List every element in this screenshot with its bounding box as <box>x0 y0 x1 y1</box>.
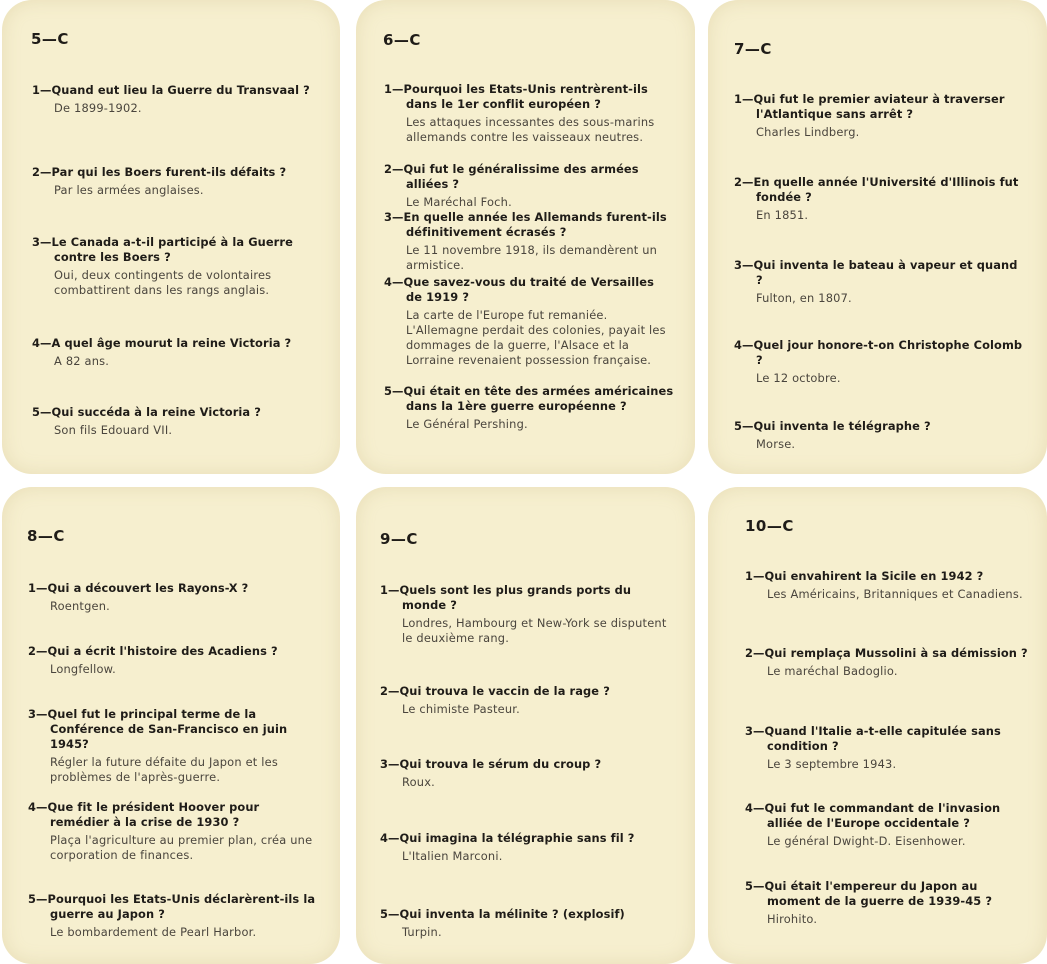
card-5c <box>2 0 340 474</box>
answer: Turpin. <box>402 925 442 939</box>
question: 5—Qui était l'empereur du Japon au moment de la guerre de 1939-45 ? <box>745 879 993 908</box>
qa-item <box>28 644 316 677</box>
answer: Le 12 octobre. <box>756 371 841 385</box>
question: 2—Par qui les Boers furent-ils défaits ? <box>32 165 287 179</box>
question: 5—Pourquoi les Etats-Unis déclarèrent-ils la guerre au Japon ? <box>28 892 316 921</box>
card-title: 6—C <box>383 31 421 49</box>
answer: Hirohito. <box>767 912 818 926</box>
qa-item <box>28 707 316 785</box>
qa-item <box>380 757 670 790</box>
question: 3—En quelle année les Allemands furent-ils définitivement écrasés ? <box>384 210 667 239</box>
qa-item <box>384 275 674 368</box>
question: 5—Qui succéda à la reine Victoria ? <box>32 405 261 419</box>
question: 4—A quel âge mourut la reine Victoria ? <box>32 336 292 350</box>
question: 1—Quand eut lieu la Guerre du Transvaal ? <box>32 83 310 97</box>
qa-item <box>745 801 1029 849</box>
question: 3—Quand l'Italie a-t-elle capitulée sans condition ? <box>745 724 1001 753</box>
answer: Le bombardement de Pearl Harbor. <box>50 925 257 939</box>
question: 4—Qui fut le commandant de l'invasion alliée de l'Europe occidentale ? <box>745 801 1001 830</box>
answer: Charles Lindberg. <box>756 125 860 139</box>
question: 4—Que fit le président Hoover pour remédier à la crise de 1930 ? <box>28 800 260 829</box>
qa-item <box>32 235 320 298</box>
question: 2—Qui remplaça Mussolini à sa démission ? <box>745 646 1028 660</box>
question: 1—Qui a découvert les Rayons-X ? <box>28 581 249 595</box>
answer: Le 11 novembre 1918, ils demandèrent un armistice. <box>406 243 658 272</box>
question: 3—Qui trouva le sérum du croup ? <box>380 757 602 771</box>
answer: Le Maréchal Foch. <box>406 195 512 209</box>
qa-item <box>28 892 316 940</box>
answer: Longfellow. <box>50 662 116 676</box>
answer: Londres, Hambourg et New-York se disputent le deuxième rang. <box>402 616 667 645</box>
qa-item <box>384 210 674 273</box>
answer: Le maréchal Badoglio. <box>767 664 898 678</box>
question: 3—Quel fut le principal terme de la Conférence de San-Francisco en juin 1945? <box>28 707 288 751</box>
qa-item <box>384 162 674 210</box>
question: 5—Qui était en tête des armées américaines dans la 1ère guerre européenne ? <box>384 384 674 413</box>
card-title: 8—C <box>27 527 65 545</box>
qa-item <box>745 724 1029 772</box>
answer: Fulton, en 1807. <box>756 291 852 305</box>
qa-item <box>28 800 316 863</box>
answer: Régler la future défaite du Japon et les problèmes de l'après-guerre. <box>50 755 278 784</box>
answer: Morse. <box>756 437 796 451</box>
card-title: 7—C <box>734 40 772 58</box>
answer: Le général Dwight-D. Eisenhower. <box>767 834 966 848</box>
question: 3—Qui inventa le bateau à vapeur et quand ? <box>734 258 1018 287</box>
question: 2—En quelle année l'Université d'Illinois fut fondée ? <box>734 175 1019 204</box>
question: 5—Qui inventa le télégraphe ? <box>734 419 931 433</box>
answer: De 1899-1902. <box>54 101 142 115</box>
qa-item <box>32 165 320 198</box>
question: 1—Quels sont les plus grands ports du monde ? <box>380 583 632 612</box>
answer: Par les armées anglaises. <box>54 183 204 197</box>
answer: Oui, deux contingents de volontaires combattirent dans les rangs anglais. <box>54 268 272 297</box>
answer: En 1851. <box>756 208 809 222</box>
qa-item <box>380 583 670 646</box>
card-7c <box>708 0 1047 474</box>
qa-item <box>734 175 1024 223</box>
answer: La carte de l'Europe fut remaniée. L'Allemagne perdait des colonies, payait les dommages de la guerre, l'Alsace et la Lorraine revenaient possession française. <box>406 308 666 367</box>
answer: Plaça l'agriculture au premier plan, créa une corporation de finances. <box>50 833 313 862</box>
answer: Son fils Edouard VII. <box>54 423 173 437</box>
answer: Les attaques incessantes des sous-marins allemands contre les vaisseaux neutres. <box>406 115 655 144</box>
answer: Le 3 septembre 1943. <box>767 757 897 771</box>
qa-item <box>28 581 316 614</box>
card-title: 10—C <box>745 517 794 535</box>
qa-item <box>745 569 1029 602</box>
qa-item <box>384 384 674 432</box>
qa-item <box>32 83 320 116</box>
qa-item <box>745 879 1029 927</box>
qa-item <box>32 336 320 369</box>
qa-item <box>380 684 670 717</box>
card-6c <box>356 0 695 474</box>
qa-item <box>384 82 674 145</box>
question: 4—Quel jour honore-t-on Christophe Colomb ? <box>734 338 1023 367</box>
qa-item <box>380 831 670 864</box>
question: 3—Le Canada a-t-il participé à la Guerre contre les Boers ? <box>32 235 293 264</box>
question: 1—Pourquoi les Etats-Unis rentrèrent-ils dans le 1er conflit européen ? <box>384 82 648 111</box>
question: 2—Qui fut le généralissime des armées alliées ? <box>384 162 639 191</box>
card-title: 9—C <box>380 530 418 548</box>
question: 1—Qui envahirent la Sicile en 1942 ? <box>745 569 984 583</box>
question: 4—Qui imagina la télégraphie sans fil ? <box>380 831 635 845</box>
qa-item <box>32 405 320 438</box>
qa-item <box>734 419 1024 452</box>
question: 5—Qui inventa la mélinite ? (explosif) <box>380 907 625 921</box>
qa-item <box>734 338 1024 386</box>
answer: Le Général Pershing. <box>406 417 528 431</box>
card-title: 5—C <box>31 30 69 48</box>
answer: Roux. <box>402 775 435 789</box>
card-8c <box>2 487 340 964</box>
answer: Roentgen. <box>50 599 110 613</box>
answer: Les Américains, Britanniques et Canadiens. <box>767 587 1023 601</box>
qa-item <box>745 646 1029 679</box>
answer: Le chimiste Pasteur. <box>402 702 520 716</box>
answer: A 82 ans. <box>54 354 110 368</box>
answer: L'Italien Marconi. <box>402 849 503 863</box>
qa-item <box>734 92 1024 140</box>
question: 2—Qui trouva le vaccin de la rage ? <box>380 684 610 698</box>
qa-item <box>734 258 1024 306</box>
question: 1—Qui fut le premier aviateur à traverser l'Atlantique sans arrêt ? <box>734 92 1005 121</box>
card-9c <box>356 487 695 964</box>
qa-item <box>380 907 670 940</box>
question: 4—Que savez-vous du traité de Versailles de 1919 ? <box>384 275 654 304</box>
card-10c <box>708 487 1047 964</box>
question: 2—Qui a écrit l'histoire des Acadiens ? <box>28 644 278 658</box>
